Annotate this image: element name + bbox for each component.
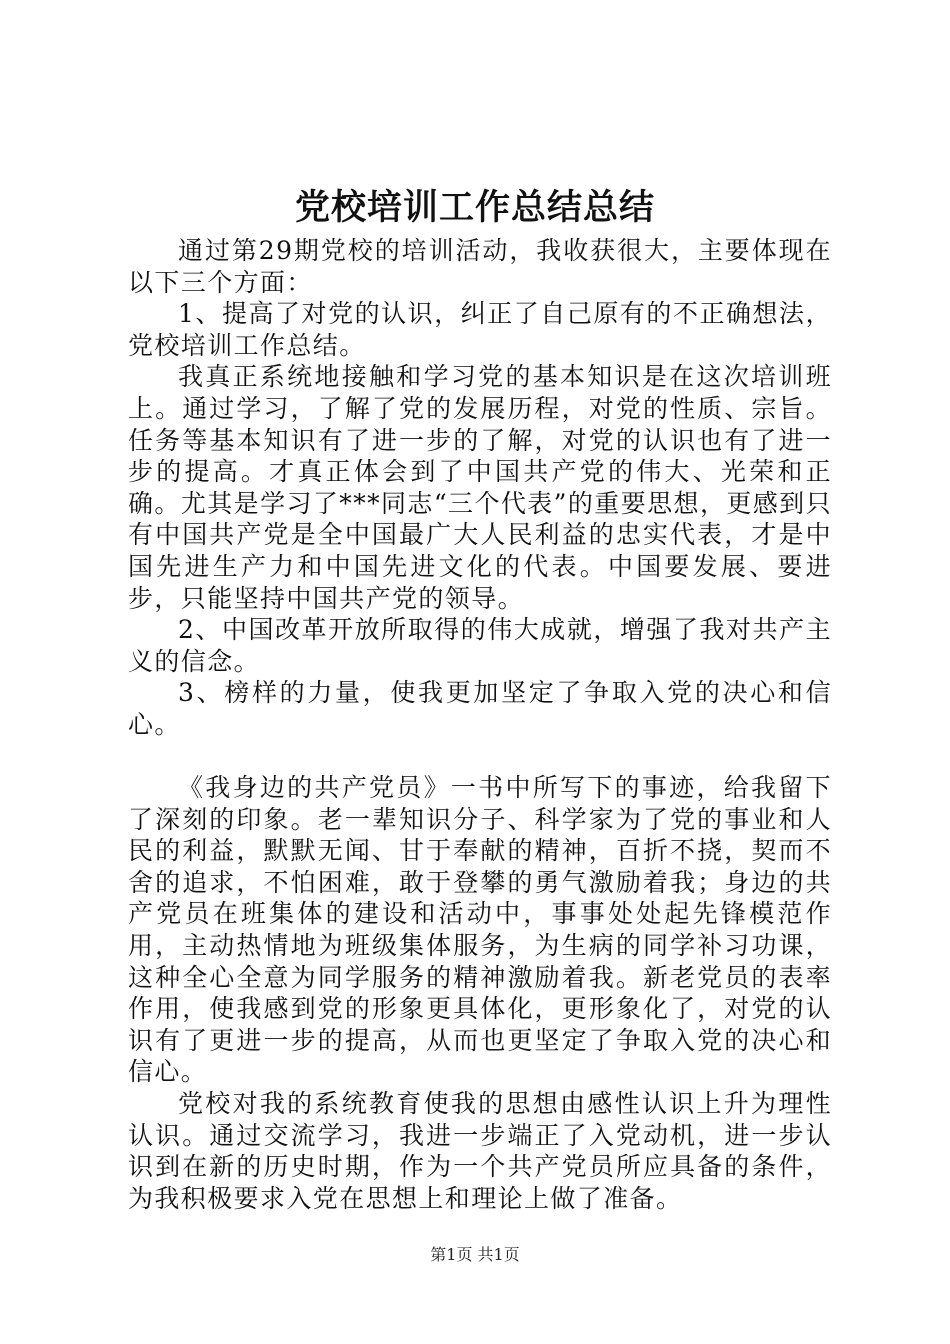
blank-line [128, 741, 832, 773]
paragraph-book-reflection: 《我身边的共产党员》一书中所写下的事迹，给我留下了深刻的印象。老一辈知识分子、科学家为了党的事业和人民的利益，默默无闻、甘于奉献的精神，百折不挠，契而不舍的追求，不怕困难，敢于登攀的勇气激励着我；身边的共产党员在班集体的建设和活动中，事事处处起先锋模范作用，主动热情地为班级集体服务，为生病的同学补习功课，这种全心全意为同学服务的精神激励着我。新老党员的表率作用，使我感到党的形象更具体化，更形象化了，对党的认识有了更进一步的提高，从而也更坚定了争取入党的决心和信心。 [128, 773, 832, 1087]
document-title: 党校培训工作总结总结 [294, 187, 655, 228]
paragraph-intro: 通过第29期党校的培训活动，我收获很大，主要体现在以下三个方面： [128, 236, 832, 297]
paragraph-point-3: 3、榜样的力量，使我更加坚定了争取入党的决心和信心。 [128, 678, 832, 739]
document-body [128, 235, 832, 1214]
paragraph-point-2: 2、中国改革开放所取得的伟大成就，增强了我对共产主义的信念。 [128, 615, 832, 676]
paragraph-point-1-detail: 我真正系统地接触和学习党的基本知识是在这次培训班上。通过学习，了解了党的发展历程，对党的性质、宗旨。任务等基本知识有了进一步的了解，对党的认识也有了进一步的提高。才真正体会到了中国共产党的伟大、光荣和正确。尤其是学习了***同志“三个代表”的重要思想，更感到只有中国共产党是全中国最广大人民利益的忠实代表，才是中国先进生产力和中国先进文化的代表。中国要发展、要进步，只能坚持中国共产党的领导。 [128, 362, 832, 613]
page-footer: 第1页 共1页 [430, 1245, 520, 1264]
paragraph-conclusion: 党校对我的系统教育使我的思想由感性认识上升为理性认识。通过交流学习，我进一步端正了入党动机，进一步认识到在新的历史时期，作为一个共产党员所应具备的条件，为我积极要求入党在思想上和理论上做了准备。 [128, 1089, 832, 1213]
paragraph-point-1: 1、提高了对党的认识，纠正了自己原有的不正确想法，党校培训工作总结。 [128, 299, 832, 360]
